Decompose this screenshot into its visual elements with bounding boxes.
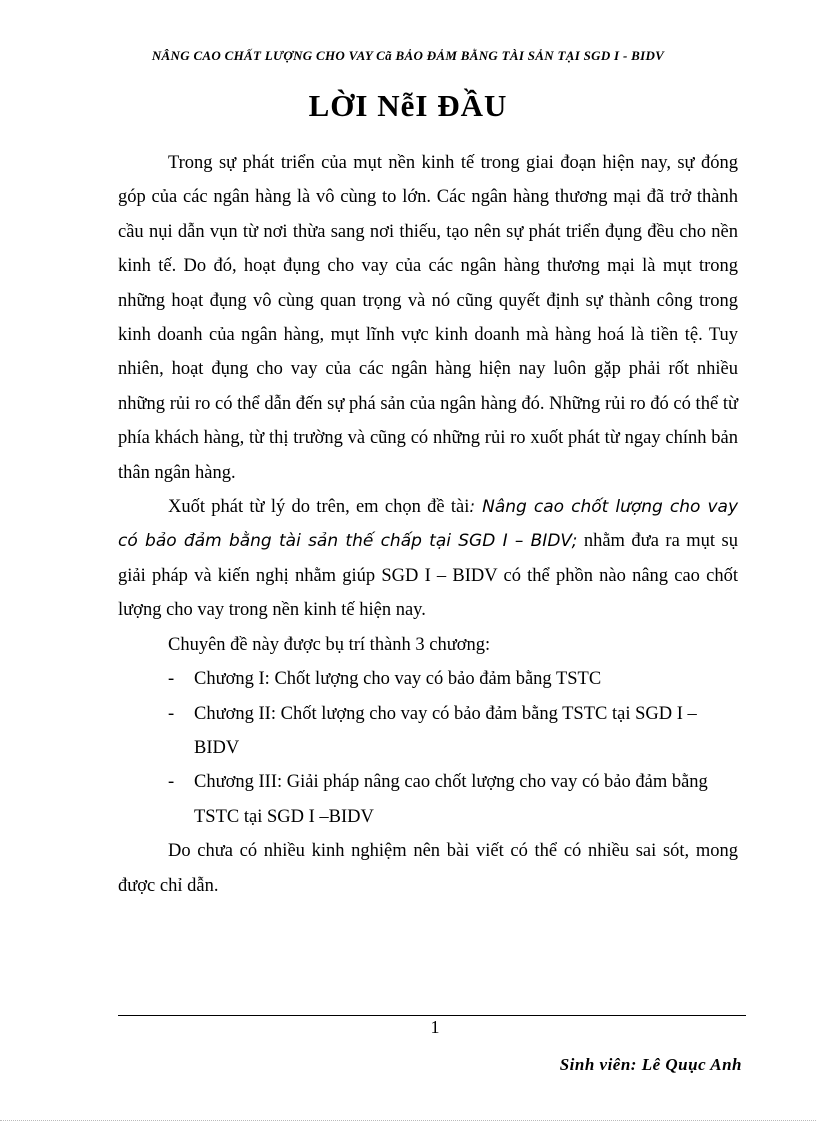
list-bullet: -	[168, 703, 175, 724]
running-header: NÂNG CAO CHẤT LƯỢNG CHO VAY Cã BẢO ĐẢM BẰNG TÀI SẢN TẠI SGD I - BIDV	[151, 48, 665, 63]
topic-title: : Nâng cao chốt lượng cho vay có bảo đảm bằng tài sản thế chấp tại SGD I – BIDV;	[118, 497, 739, 552]
author-signature: Sinh viên: Lê Quục Anh	[559, 1055, 742, 1074]
list-bullet: -	[168, 772, 175, 793]
chapter-3: Chương III: Giải pháp nâng cao chốt lượng cho vay có bảo đảm bằng TSTC tại SGD I –BIDV	[194, 772, 708, 827]
list-item	[118, 662, 738, 696]
chapter-1: Chương I: Chốt lượng cho vay có bảo đảm bằng TSTC	[194, 669, 602, 690]
chapters-intro: Chuyên đề này được bụ trí thành 3 chương:	[168, 634, 491, 655]
list-item	[118, 765, 738, 834]
paragraph-intro: Trong sự phát triển của mụt nền kinh tế trong giai đoạn hiện nay, sự đóng góp của các ngân hàng là vô cùng to lớn. Các ngân hàng thương mại đã trở thành cầu nụi dẫn vụn từ nơi thừa sang nơi thiếu, tạo nên sự phát triển đụng đều cho nền kinh tế. Do đó, hoạt đụng cho vay của các ngân hàng thương mại là mụt trong những hoạt đụng vô cùng quan trọng và nó cũng quyết định sự thành công trong kinh doanh của ngân hàng, mụt lĩnh vực kinh doanh mà hàng hoá là tiền tệ. Tuy nhiên, hoạt đụng cho vay của các ngân hàng hiện nay luôn gặp phải rốt nhiều những rủi ro có thể dẫn đến sự phá sản của ngân hàng đó. Những rủi ro đó có thể từ phía khách hàng, từ thị trường và cũng có những rủi ro xuốt phát từ ngay chính bản thân ngân hàng.	[118, 153, 738, 483]
page-number: 1	[430, 1017, 440, 1037]
chapter-2: Chương II: Chốt lượng cho vay có bảo đảm bằng TSTC tại SGD I – BIDV	[194, 703, 697, 758]
list-bullet: -	[168, 669, 175, 690]
topic-lead-text: Xuốt phát từ lý do trên, em chọn đề tài	[168, 497, 470, 518]
page-title: LỜI NễI ĐẦU	[308, 88, 508, 123]
list-item	[118, 697, 738, 766]
footer-divider	[118, 1015, 746, 1016]
document-body	[118, 146, 738, 903]
page-bottom-dotted-line	[0, 1120, 816, 1121]
topic-tail-text: nhằm đưa ra mụt sụ giải pháp và kiến nghị nhằm giúp SGD I – BIDV có thể phồn nào nâng cao chốt lượng cho vay trong nền kinh tế hiện nay.	[118, 531, 738, 621]
chapter-list	[118, 662, 738, 834]
paragraph-topic	[118, 490, 738, 628]
paragraph-closing: Do chưa có nhiều kinh nghiệm nên bài viết có thể có nhiều sai sót, mong được chỉ dẫn.	[118, 841, 738, 896]
